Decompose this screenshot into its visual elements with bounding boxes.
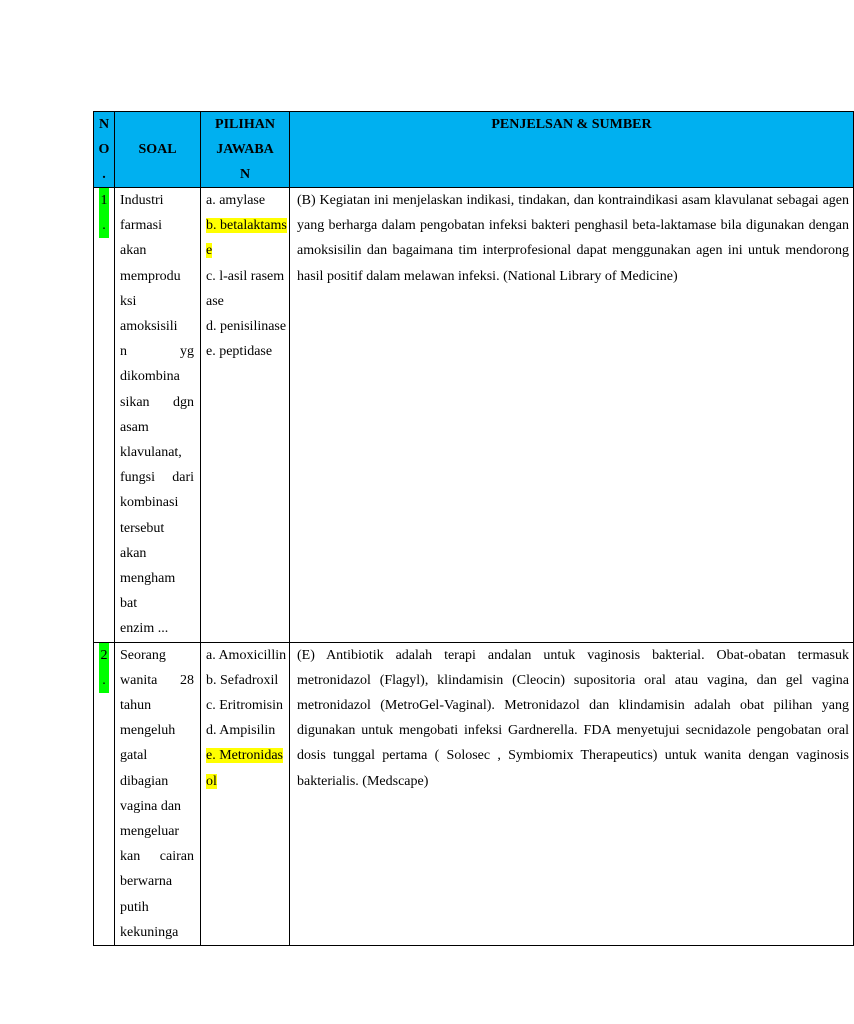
- question-line: tahun: [120, 698, 152, 714]
- question-line: akan: [120, 243, 147, 259]
- question-line: kekuninga: [120, 924, 179, 940]
- question-line: akan: [120, 545, 147, 561]
- options-cell: [201, 188, 290, 643]
- question-line: mengeluh: [120, 723, 176, 739]
- question-line: mengham: [120, 571, 176, 587]
- header-no: [94, 112, 115, 188]
- question-line: gatal: [120, 748, 148, 764]
- question-line: mengeluar: [120, 824, 180, 840]
- question-line: berwarna: [120, 874, 173, 890]
- question-line: ksi: [120, 293, 137, 309]
- question-line: vagina dan: [120, 798, 182, 814]
- header-no-line: O: [98, 142, 110, 157]
- question-line: wanita 28: [120, 672, 194, 688]
- row-number-dot: .: [99, 668, 109, 693]
- table-row: [94, 642, 854, 945]
- answer-option: a. Amoxicillin: [206, 647, 287, 663]
- question-line: enzim ...: [120, 621, 169, 637]
- answer-option: d. penisilinase: [206, 319, 287, 335]
- question-line: klavulanat,: [120, 445, 182, 461]
- question-line: amoksisili: [120, 319, 178, 335]
- answer-option: e. peptidase: [206, 344, 273, 360]
- question-line: kan cairan: [120, 849, 194, 865]
- question-line: n yg: [120, 344, 194, 360]
- row-number-dot: .: [99, 213, 109, 238]
- question-line: memprodu: [120, 268, 181, 284]
- question-line: sikan dgn: [120, 394, 194, 410]
- question-line: kombinasi: [120, 495, 179, 511]
- question-line: bat: [120, 596, 138, 612]
- header-no-line: N: [98, 117, 110, 132]
- question-line: tersebut: [120, 520, 165, 536]
- quiz-table: [93, 111, 854, 946]
- question-cell: [115, 642, 201, 945]
- answer-option: c. Eritromisin: [206, 698, 283, 714]
- header-pilihan-line: N: [239, 167, 251, 182]
- header-no-line: .: [102, 167, 106, 182]
- answer-option: a. amylase: [206, 193, 266, 208]
- question-line: farmasi: [120, 218, 162, 234]
- answer-option: b. Sefadroxil: [206, 672, 279, 688]
- row-number: [94, 642, 115, 945]
- header-pilihan: [201, 112, 290, 188]
- question-text: [120, 643, 194, 945]
- question-line: fungsi dari: [120, 470, 194, 486]
- question-line: Seorang: [120, 647, 166, 663]
- question-text: [120, 188, 194, 642]
- row-number-value: 2: [99, 643, 109, 668]
- answer-option: c. l-asil rasemase: [206, 268, 285, 309]
- question-line: Industri: [120, 193, 164, 208]
- question-line: dibagian: [120, 773, 169, 789]
- row-number-value: 1: [99, 188, 109, 213]
- answer-option-correct: b. betalaktamse: [206, 218, 287, 259]
- table-row: [94, 188, 854, 643]
- row-number: [94, 188, 115, 643]
- explanation-cell: (E) Antibiotik adalah terapi andalan untuk vaginosis bakterial. Obat-obatan termasuk metronidazol (Flagyl), klindamisin (Cleocin) supositoria oral atau vagina, dan gel vagina metronidazol (MetroGel-Vaginal). Metronidazol dan klindamisin adalah obat pilihan yang digunakan untuk mengobati infeksi Gardnerella. FDA menyetujui secnidazole pengobatan oral dosis tunggal pertama ( Solosec , Symbiomix Therapeutics) untuk wanita dengan vaginosis bakterialis. (Medscape): [290, 642, 854, 945]
- question-line: dikombina: [120, 369, 180, 385]
- table-header-row: [94, 112, 854, 188]
- header-pilihan-line: JAWABA: [216, 142, 274, 157]
- answer-option-correct: e. Metronidasol: [206, 748, 283, 789]
- explanation-cell: (B) Kegiatan ini menjelaskan indikasi, tindakan, dan kontraindikasi asam klavulanat sebagai agen yang berharga dalam pengobatan infeksi bakteri penghasil beta-laktamase bila digunakan dengan amoksisilin dan bagaimana tim interprofesional dapat menggunakan agen ini untuk mendorong hasil positif dalam melawan infeksi. (National Library of Medicine): [290, 188, 854, 643]
- question-cell: [115, 188, 201, 643]
- question-line: putih: [120, 899, 149, 915]
- header-soal: SOAL: [115, 112, 201, 188]
- answer-option: d. Ampisilin: [206, 723, 276, 739]
- options-cell: [201, 642, 290, 945]
- header-penjelasan: PENJELSAN & SUMBER: [290, 112, 854, 188]
- question-line: asam: [120, 419, 149, 435]
- header-pilihan-line: PILIHAN: [215, 117, 275, 132]
